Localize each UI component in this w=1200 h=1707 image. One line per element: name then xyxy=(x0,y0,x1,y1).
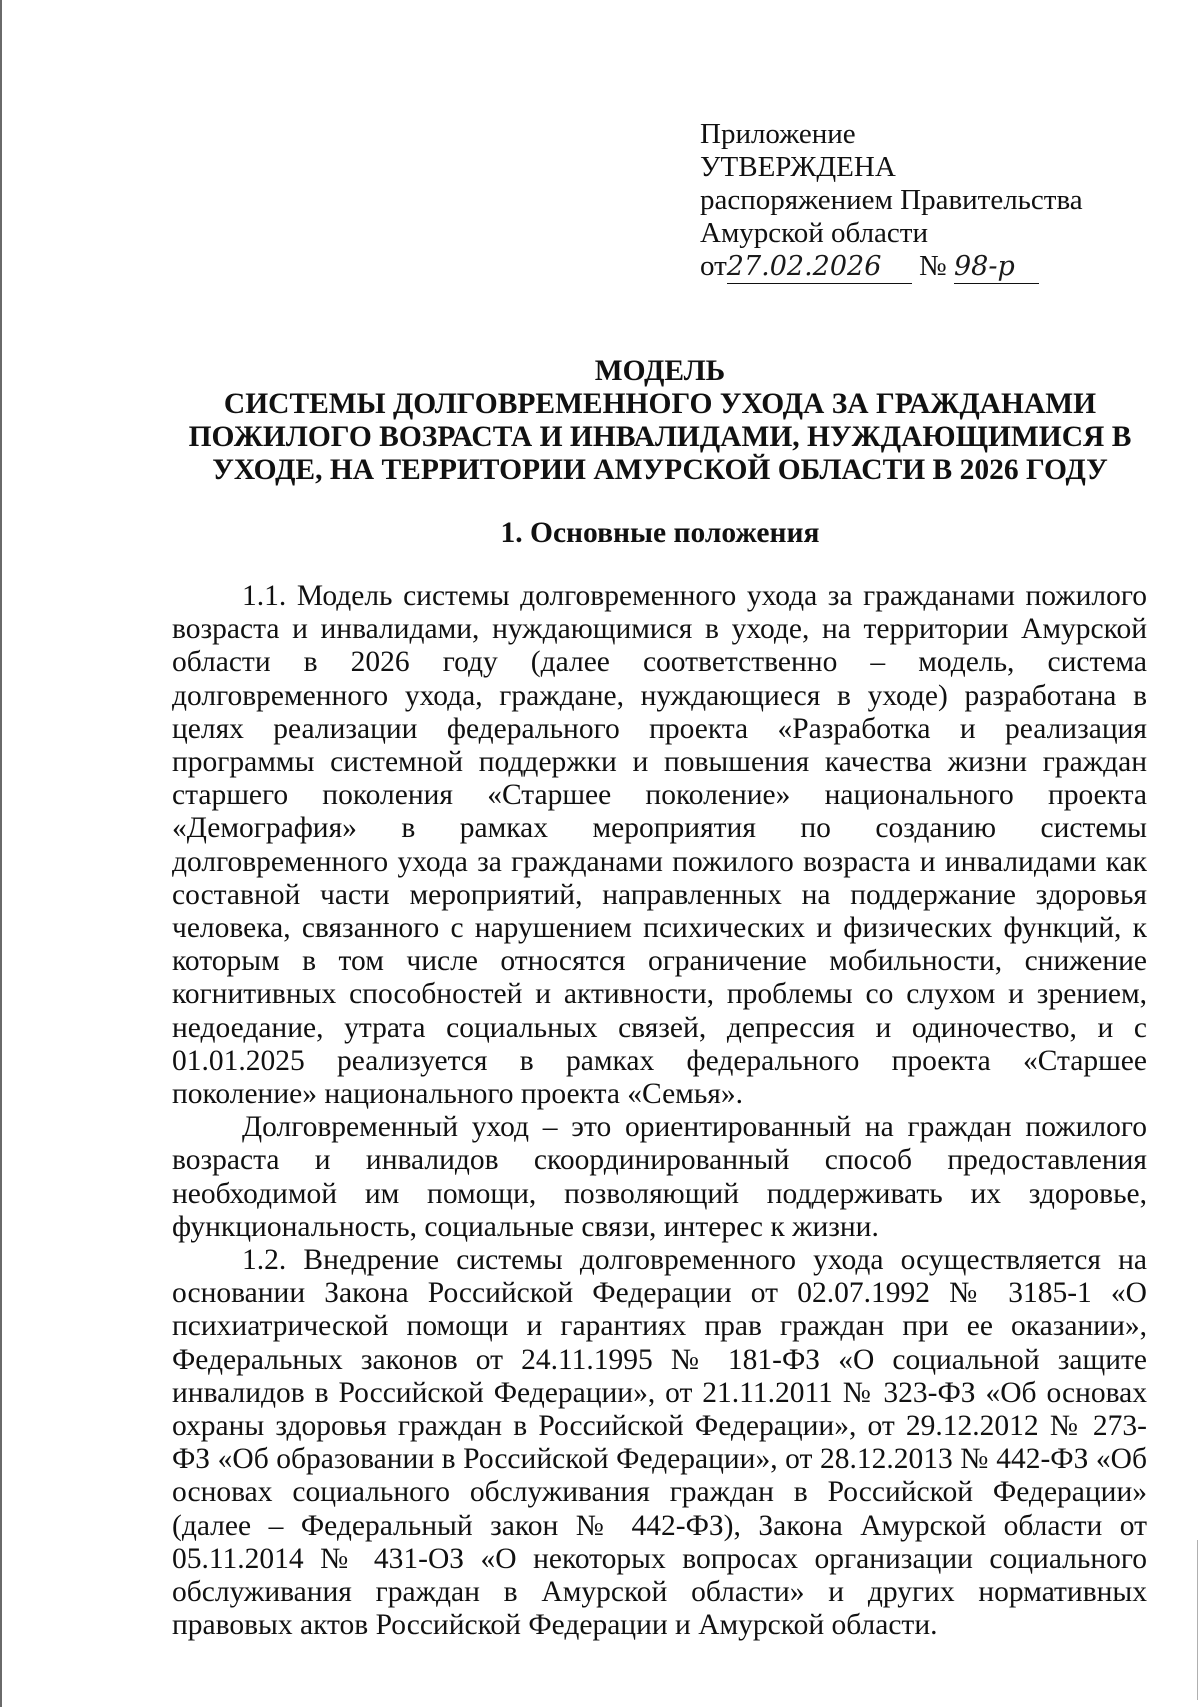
document-body xyxy=(172,580,1147,1643)
paragraph-definition: Долговременный уход – это ориентированный на граждан пожилого возраста и инвалидов скоординированный способ предоставления необходимой им помощи, позволяющий поддерживать их здоровье, функциональность, социальные связи, интерес к жизни. xyxy=(172,1111,1147,1243)
approval-approved-label: УТВЕРЖДЕНА xyxy=(700,151,896,183)
paragraph-1-1: 1.1. Модель системы долговременного ухода за гражданами пожилого возраста и инвалидами, нуждающимися в уходе, на территории Амурской области в 2026 году (далее соответственно – модель, система долговременного ухода, граждане, нуждающиеся в уходе) разработана в целях реализации федерального проекта «Разработка и реализация программы системной поддержки и повышения качества жизни граждан старшего поколения «Старшее поколение» национального проекта «Демография» в рамках мероприятия по созданию системы долговременного ухода за гражданами пожилого возраста и инвалидами как составной части мероприятий, направленных на поддержание здоровья человека, связанного с нарушением психических и физических функций, к которым в том числе относятся ограничение мобильности, снижение когнитивных способностей и активности, проблемы со слухом и зрением, недоедание, утрата социальных связей, депрессия и одиночество, и с 01.01.2025 реализуется в рамках федерального проекта «Старшее поколение» национального проекта «Семья». xyxy=(172,580,1147,1111)
approval-appendix-label: Приложение xyxy=(700,118,856,150)
document-title xyxy=(170,355,1150,487)
title-line-4: УХОДЕ, НА ТЕРРИТОРИИ АМУРСКОЙ ОБЛАСТИ В 2026 ГОДУ xyxy=(212,454,1108,486)
date-prefix: от xyxy=(700,250,727,282)
approval-region-label: Амурской области xyxy=(700,217,928,249)
scan-edge-right xyxy=(1197,1540,1198,1700)
scan-edge-left xyxy=(0,0,2,1707)
handwritten-date: 27.02.2026 xyxy=(727,250,912,284)
approval-stamp-block xyxy=(700,118,1083,284)
title-line-2: СИСТЕМЫ ДОЛГОВРЕМЕННОГО УХОДА ЗА ГРАЖДАНАМИ xyxy=(223,388,1097,420)
handwritten-number: 98-р xyxy=(954,250,1039,284)
paragraph-1-2: 1.2. Внедрение системы долговременного ухода осуществляется на основании Закона Российской Федерации от 02.07.1992 № 3185-1 «О психиатрической помощи и гарантиях прав граждан при ее оказании», Федеральных законов от 24.11.1995 № 181-ФЗ «О социальной защите инвалидов в Российской Федерации», от 21.11.2011 № 323-ФЗ «Об основах охраны здоровья граждан в Российской Федерации», от 29.12.2012 № 273-ФЗ «Об образовании в Российской Федерации», от 28.12.2013 № 442-ФЗ «Об основах социального обслуживания граждан в Российской Федерации» (далее – Федеральный закон № 442-ФЗ), Закона Амурской области от 05.11.2014 № 431-ОЗ «О некоторых вопросах организации социального обслуживания граждан в Амурской области» и других нормативных правовых актов Российской Федерации и Амурской области. xyxy=(172,1244,1147,1642)
number-label: № xyxy=(919,250,947,282)
section-heading: 1. Основные положения xyxy=(500,517,820,549)
approval-date-number-line xyxy=(700,250,1083,284)
title-line-1: МОДЕЛЬ xyxy=(594,355,726,387)
approval-order-label: распоряжением Правительства xyxy=(700,184,1083,216)
title-line-3: ПОЖИЛОГО ВОЗРАСТА И ИНВАЛИДАМИ, НУЖДАЮЩИМИСЯ В xyxy=(188,421,1132,453)
